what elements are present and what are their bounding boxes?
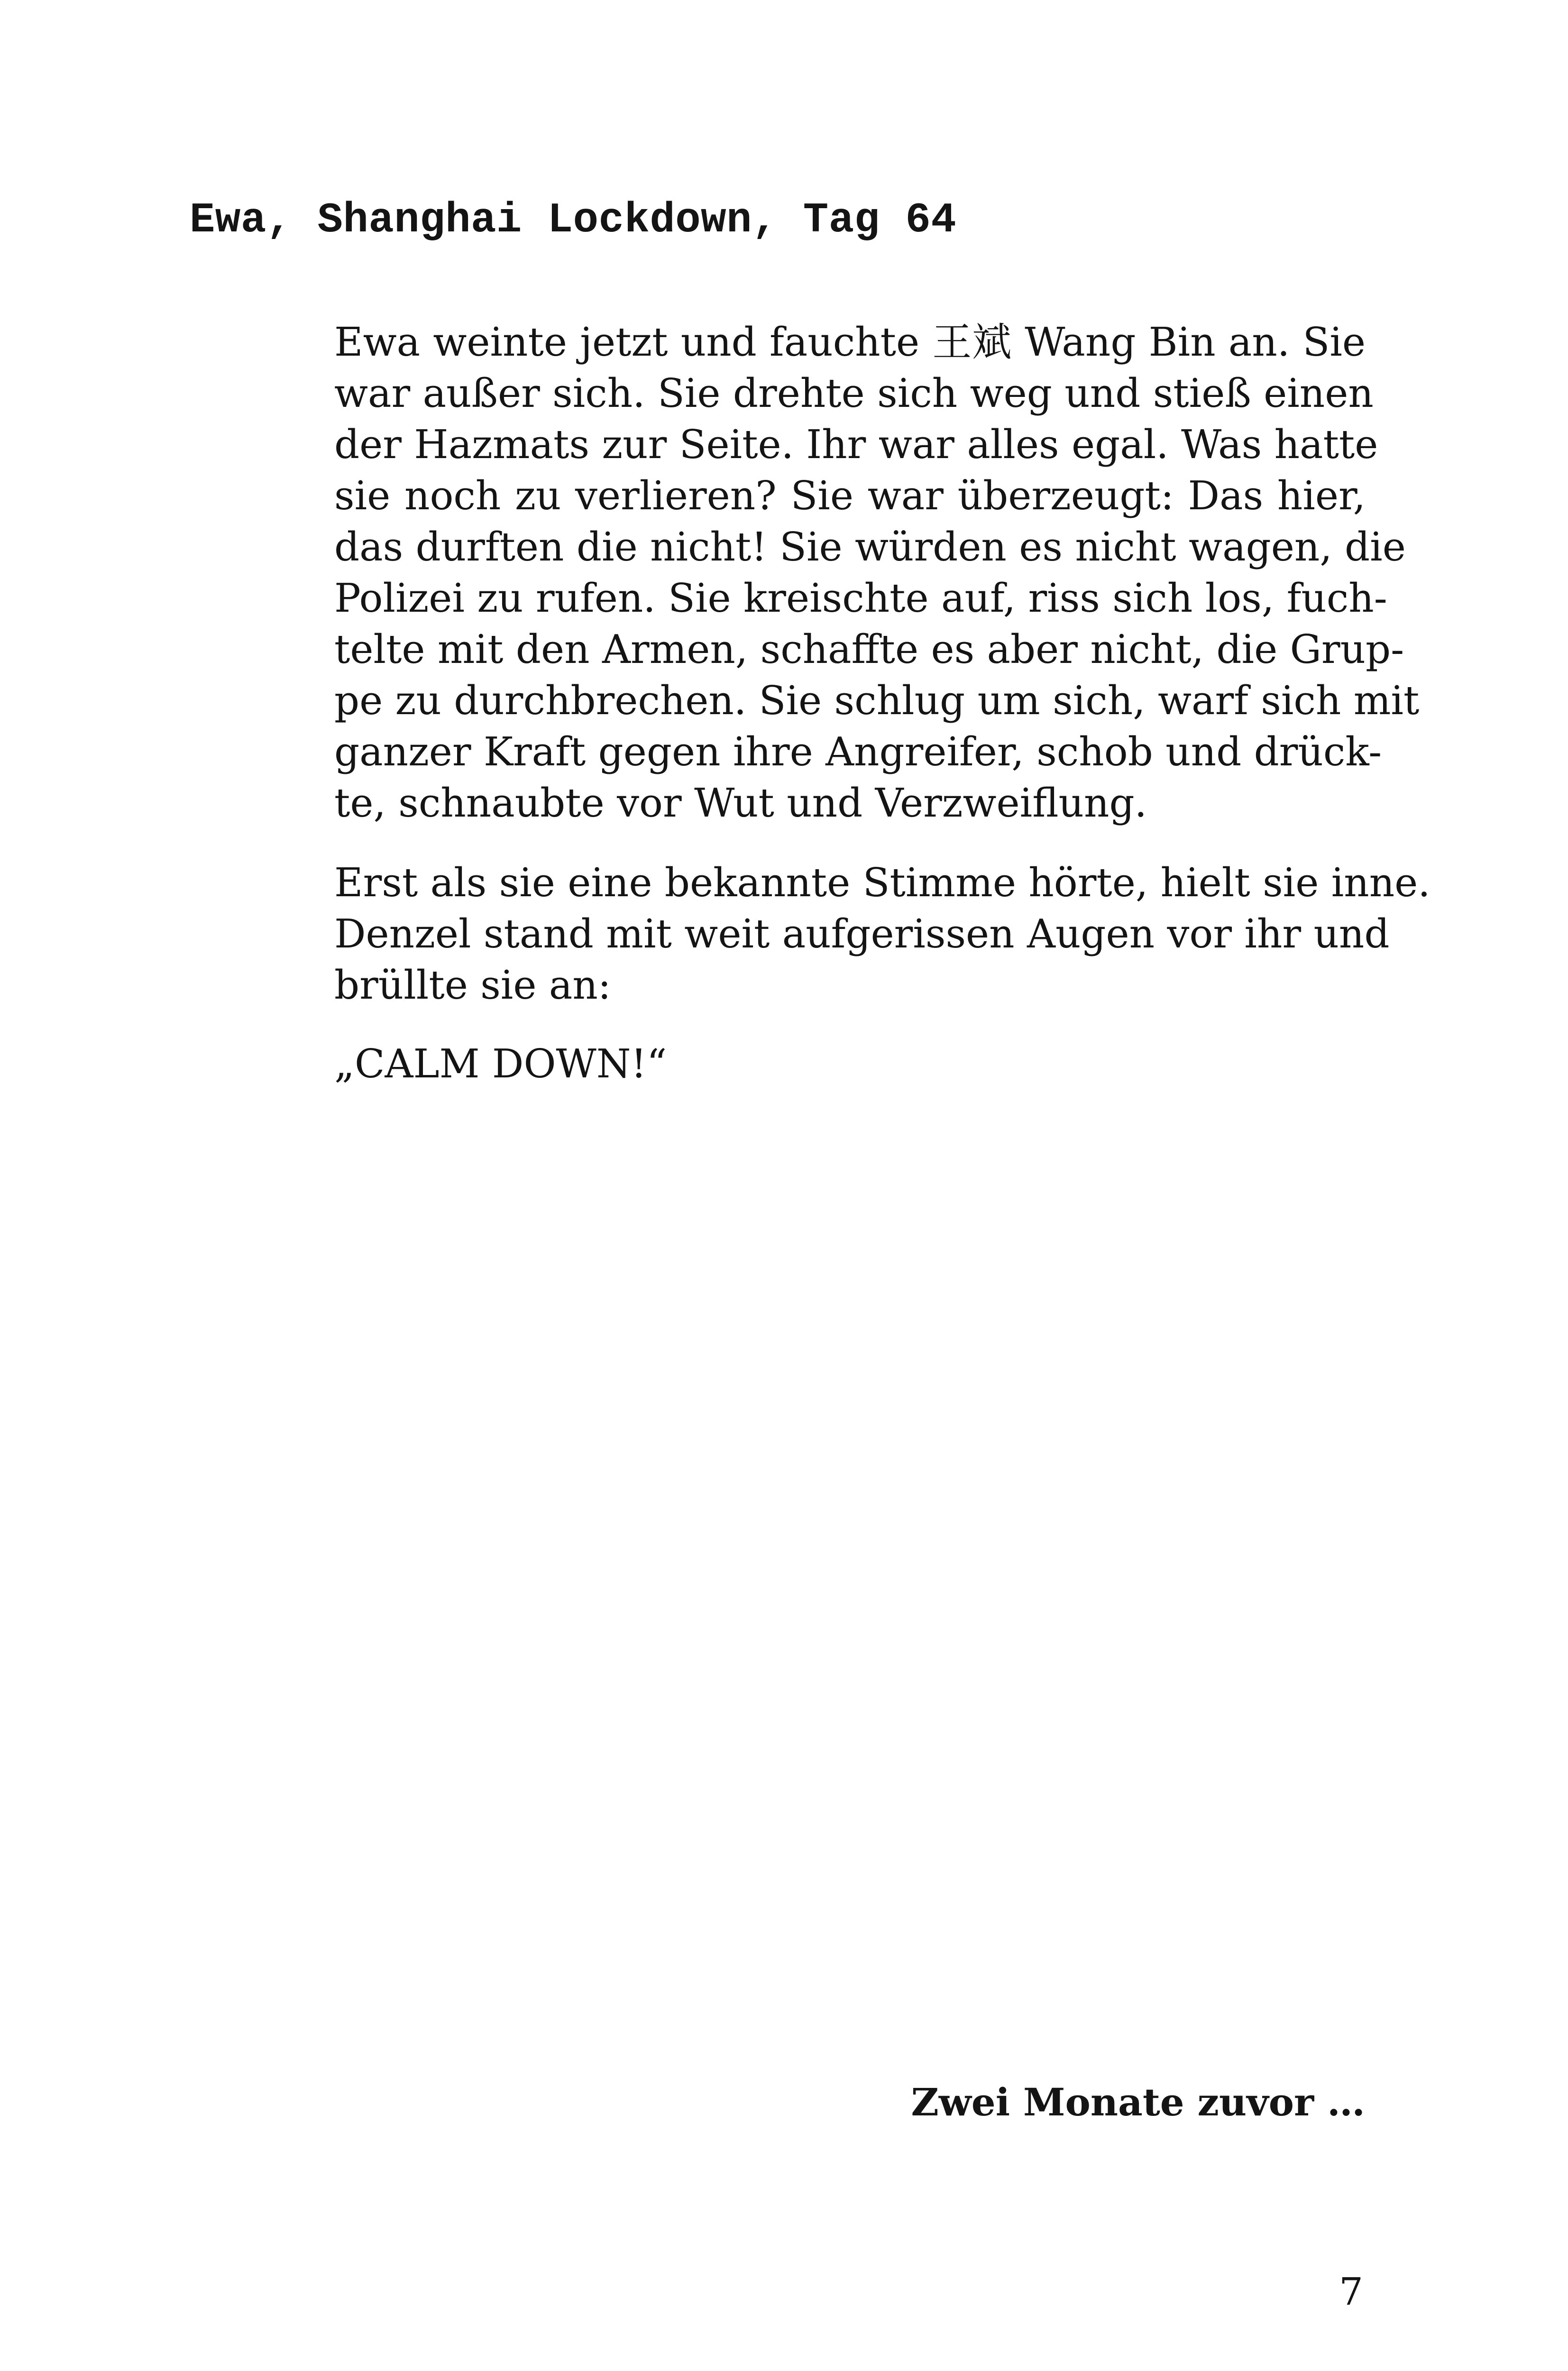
text-line: sie noch zu verlieren? Sie war überzeugt: Das hier, [334, 473, 1366, 519]
text-line: Ewa weinte jetzt und fauchte 王斌 Wang Bin an. Sie [334, 319, 1366, 365]
text-line: ganzer Kraft gegen ihre Angreifer, schob und drück- [334, 729, 1382, 775]
paragraph-3 [334, 1038, 1366, 1090]
text-line: „CALM DOWN!“ [334, 1041, 667, 1087]
chapter-teaser: Zwei Monate zuvor … [911, 2080, 1365, 2124]
paragraph-2 [334, 857, 1430, 1011]
text-line: Denzel stand mit weit aufgerissen Augen vor ihr und [334, 911, 1390, 957]
body-text [334, 317, 1430, 1117]
paragraph-1 [334, 317, 1420, 829]
text-line: der Hazmats zur Seite. Ihr war alles egal. Was hatte [334, 422, 1378, 468]
text-line: das durften die nicht! Sie würden es nicht wagen, die [334, 524, 1406, 570]
chapter-heading: Ewa, Shanghai Lockdown, Tag 64 [190, 196, 957, 244]
text-line: Polizei zu rufen. Sie kreischte auf, riss sich los, fuch- [334, 575, 1387, 621]
text-line: brüllte sie an: [334, 962, 611, 1008]
text-line: Erst als sie eine bekannte Stimme hörte, hielt sie inne. [334, 860, 1430, 906]
page-number: 7 [1339, 2270, 1363, 2314]
text-line: war außer sich. Sie drehte sich weg und stieß einen [334, 370, 1374, 416]
text-line: telte mit den Armen, schaffte es aber nicht, die Grup- [334, 626, 1404, 672]
text-line: pe zu durchbrechen. Sie schlug um sich, warf sich mit [334, 678, 1420, 724]
text-line: te, schnaubte vor Wut und Verzweiflung. [334, 780, 1147, 826]
